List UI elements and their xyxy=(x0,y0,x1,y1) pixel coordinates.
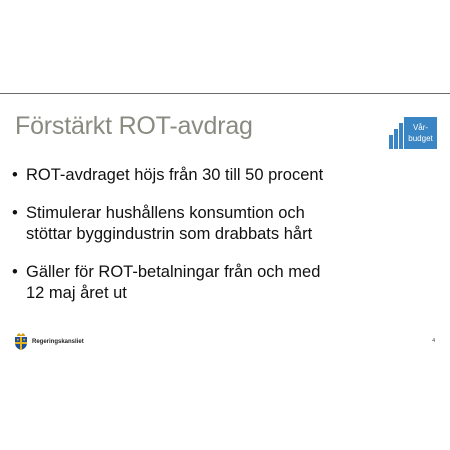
bullet-text-line-1: Stimulerar hushållens konsumtion och xyxy=(26,204,305,222)
bullet-marker: • xyxy=(12,263,18,281)
varbudget-logo xyxy=(389,117,437,149)
bullet-item xyxy=(12,203,432,245)
bullet-list xyxy=(12,165,432,321)
bar-chart-icon xyxy=(389,117,437,149)
page-number: 4 xyxy=(432,338,435,344)
bullet-item xyxy=(12,165,432,186)
brand-line-2: budget xyxy=(408,134,433,143)
footer-logo xyxy=(14,333,84,350)
bullet-text-line-2: 12 maj året ut xyxy=(26,284,127,302)
bullet-text-line-2: stöttar byggindustrin som drabbats hårt xyxy=(26,225,313,243)
bullet-text-line-1: Gäller för ROT-betalningar från och med xyxy=(26,263,321,281)
bullet-marker: • xyxy=(12,204,18,222)
slide-title: Förstärkt ROT-avdrag xyxy=(15,112,253,140)
bullet-marker: • xyxy=(12,166,18,184)
bullet-item xyxy=(12,262,432,304)
organization-name: Regeringskansliet xyxy=(32,338,84,345)
swedish-crest-icon xyxy=(14,333,28,350)
bullet-text-line-1: ROT-avdraget höjs från 30 till 50 procent xyxy=(26,166,324,184)
header-divider xyxy=(0,93,450,94)
brand-line-1: Vår- xyxy=(412,123,429,132)
